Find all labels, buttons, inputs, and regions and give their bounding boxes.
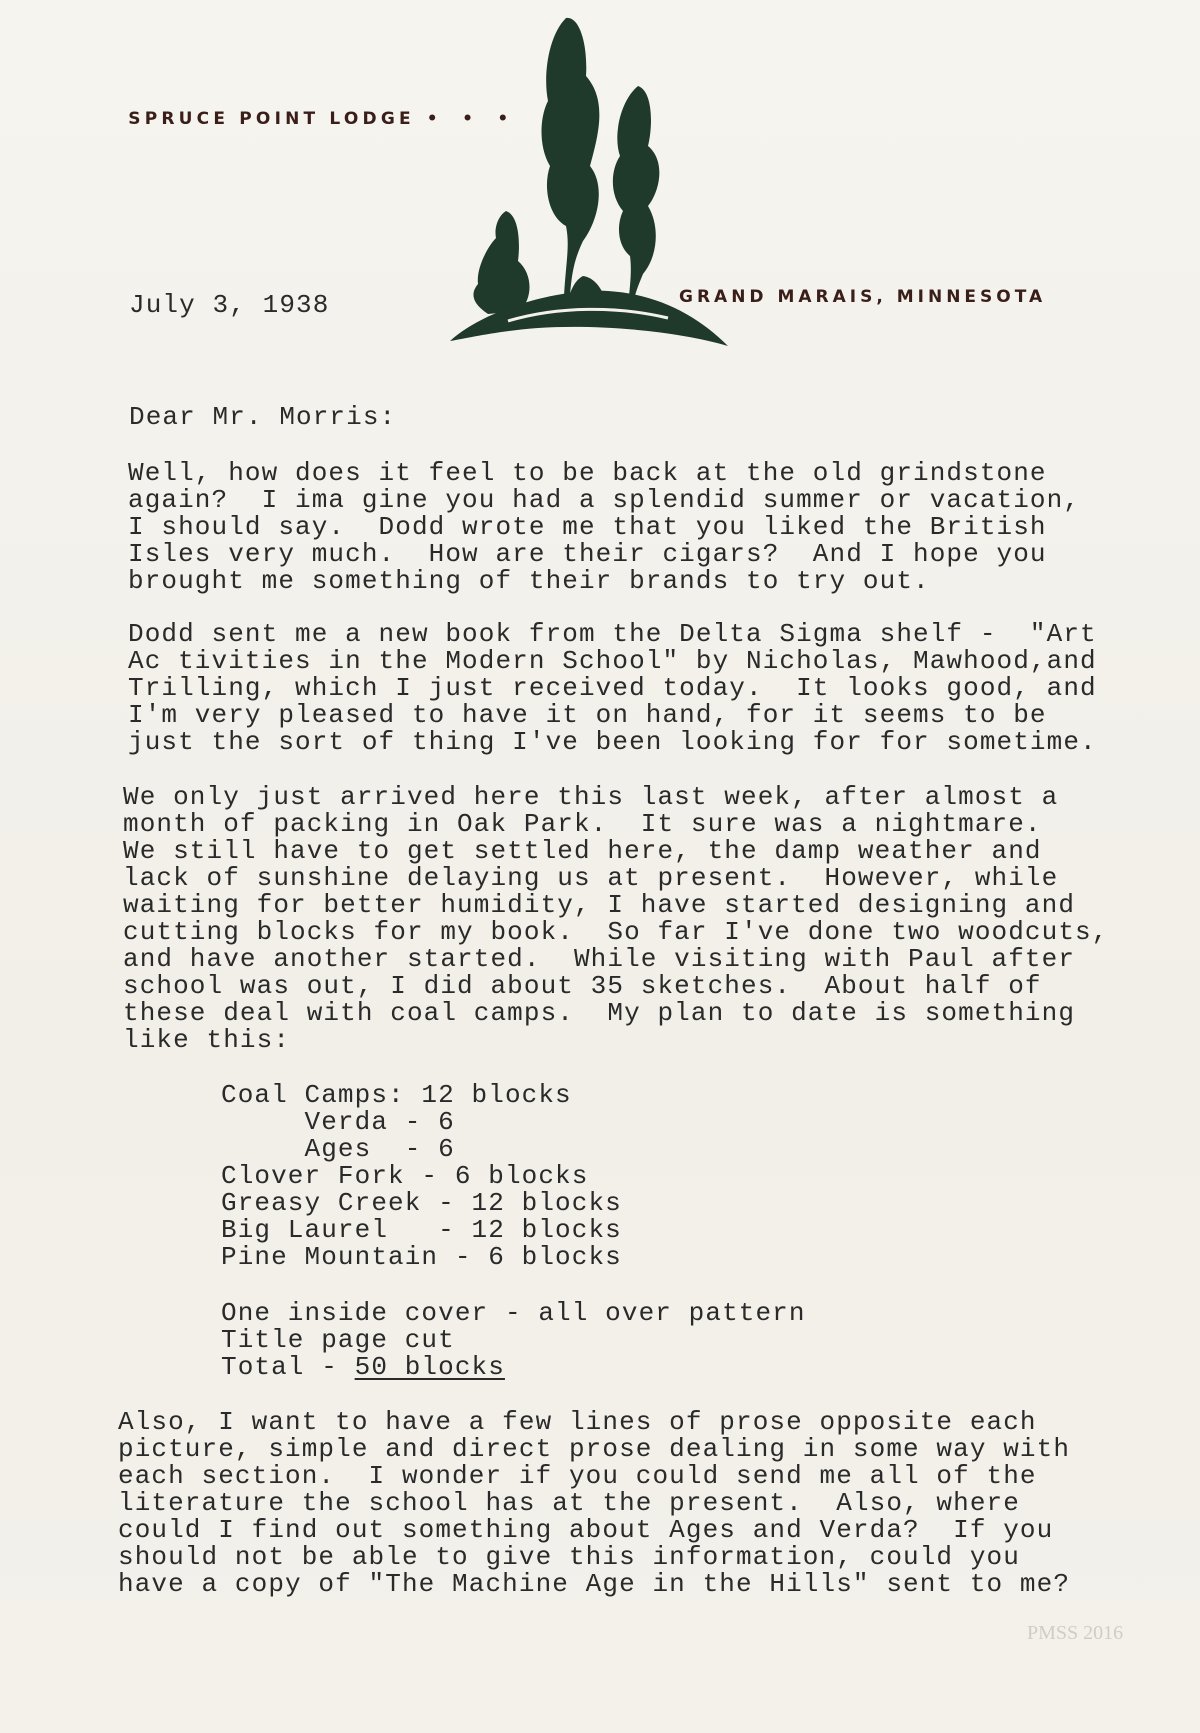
text-line: have a copy of "The Machine Age in the Hills" sent to me? — [118, 1569, 1071, 1599]
text-line: could I find out something about Ages and Verda? If you — [118, 1515, 1054, 1545]
total-value: 50 blocks — [354, 1352, 505, 1382]
text-line: I'm very pleased to have it on hand, for it seems to be — [128, 700, 1047, 730]
text-line: Pine Mountain - 6 blocks — [221, 1242, 622, 1272]
paragraph-2 — [128, 621, 1097, 756]
letter-date: July 3, 1938 — [129, 290, 330, 320]
text-line: Big Laurel - 12 blocks — [221, 1215, 622, 1245]
text-line: We still have to get settled here, the damp weather and — [123, 836, 1042, 866]
extras-list — [221, 1300, 806, 1354]
text-line: month of packing in Oak Park. It sure was a nightmare. — [123, 809, 1042, 839]
text-line: Isles very much. How are their cigars? And I hope you — [128, 539, 1047, 569]
total-label: Total - — [221, 1352, 355, 1382]
text-line: brought me something of their brands to try out. — [128, 566, 930, 596]
paragraph-4 — [118, 1409, 1070, 1598]
text-line: just the sort of thing I've been looking for for sometime. — [128, 727, 1097, 757]
text-line: Ages - 6 — [221, 1134, 455, 1164]
text-line: and have another started. While visiting with Paul after — [123, 944, 1076, 974]
text-line: waiting for better humidity, I have started designing and — [123, 890, 1076, 920]
watermark: PMSS 2016 — [1027, 1622, 1124, 1644]
text-line: Dodd sent me a new book from the Delta Sigma shelf - "Art — [128, 619, 1097, 649]
text-line: I should say. Dodd wrote me that you liked the British — [128, 512, 1047, 542]
text-line: cutting blocks for my book. So far I've done two woodcuts, — [123, 917, 1109, 947]
text-line: Verda - 6 — [221, 1107, 455, 1137]
text-line: Also, I want to have a few lines of prose opposite each — [118, 1407, 1037, 1437]
text-line: We only just arrived here this last week, after almost a — [123, 782, 1059, 812]
text-line: Well, how does it feel to be back at the old grindstone — [128, 458, 1047, 488]
text-line: like this: — [123, 1025, 291, 1055]
paragraph-3 — [123, 784, 1108, 1054]
text-line: school was out, I did about 35 sketches. About half of — [123, 971, 1042, 1001]
letterhead-dots: • • • — [426, 109, 513, 129]
salutation: Dear Mr. Morris: — [129, 402, 397, 432]
text-line: lack of sunshine delaying us at present. However, while — [123, 863, 1059, 893]
text-line: these deal with coal camps. My plan to date is something — [123, 998, 1076, 1028]
paragraph-1 — [128, 460, 1080, 595]
text-line: Ac tivities in the Modern School" by Nicholas, Mawhood,and — [128, 646, 1097, 676]
text-line: each section. I wonder if you could send me all of the — [118, 1461, 1037, 1491]
text-line: literature the school has at the present. Also, where — [118, 1488, 1020, 1518]
text-line: should not be able to give this information, could you — [118, 1542, 1020, 1572]
text-line: again? I ima gine you had a splendid summer or vacation, — [128, 485, 1081, 515]
text-line: Trilling, which I just received today. It looks good, and — [128, 673, 1097, 703]
text-line: picture, simple and direct prose dealing in some way with — [118, 1434, 1071, 1464]
text-line: Coal Camps: 12 blocks — [221, 1080, 572, 1110]
block-plan-list — [221, 1082, 622, 1271]
letterhead-location: GRAND MARAIS, MINNESOTA — [679, 287, 1047, 307]
text-line: One inside cover - all over pattern — [221, 1298, 806, 1328]
letterhead-name-text: SPRUCE POINT LODGE — [128, 109, 415, 129]
text-line: Greasy Creek - 12 blocks — [221, 1188, 622, 1218]
total-line — [221, 1354, 505, 1381]
text-line: Clover Fork - 6 blocks — [221, 1161, 589, 1191]
text-line: Title page cut — [221, 1325, 455, 1355]
